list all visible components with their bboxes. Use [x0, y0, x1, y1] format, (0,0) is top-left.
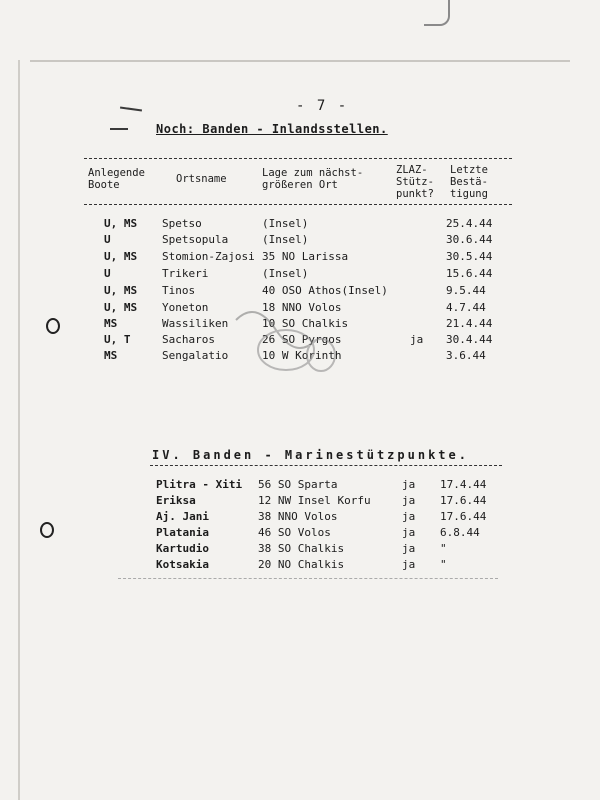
cell-ortsname: Yoneton: [162, 301, 209, 314]
header-rule-bottom: [84, 204, 512, 205]
cell-lage: 56 SO Sparta: [258, 478, 338, 491]
cell-ortsname: Kotsakia: [156, 558, 209, 571]
table-row: [0, 233, 600, 249]
table-row: [0, 217, 600, 233]
cell-datum: 21.4.44: [446, 317, 493, 330]
cell-stuetzpunkt: ja: [402, 494, 416, 507]
header-rule-top: [84, 158, 512, 159]
cell-ortsname: Platania: [156, 526, 209, 539]
cell-boote: U: [104, 267, 111, 280]
cell-datum: 17.6.44: [440, 510, 487, 523]
header-bestaetigung: Letzte Bestä- tigung: [450, 164, 488, 200]
cell-ortsname: Stomion-Zajosi: [162, 250, 255, 263]
cell-lage: 40 OSO Athos(Insel): [262, 284, 388, 297]
cell-boote: MS: [104, 317, 118, 330]
corner-mark: [424, 0, 450, 26]
cell-boote: MS: [104, 349, 118, 362]
cell-datum: 9.5.44: [446, 284, 486, 297]
cell-lage: 18 NNO Volos: [262, 301, 342, 314]
faded-stamp: [226, 300, 349, 380]
cell-ortsname: Kartudio: [156, 542, 209, 555]
cell-stuetzpunkt: ja: [402, 526, 416, 539]
header-boote: Anlegende Boote: [88, 167, 145, 191]
cell-lage: 26 SO Pyrgos: [262, 333, 342, 346]
cell-stuetzpunkt: ja: [402, 558, 416, 571]
cell-ortsname: Eriksa: [156, 494, 196, 507]
page-number: - 7 -: [296, 98, 349, 114]
cell-lage: 20 NO Chalkis: [258, 558, 345, 571]
header-lage: Lage zum nächst- größeren Ort: [262, 167, 364, 191]
bottom-rule: [118, 578, 498, 579]
cell-ortsname: Tinos: [162, 284, 196, 297]
cell-stuetzpunkt: ja: [402, 510, 416, 523]
table-row: [0, 558, 600, 574]
cell-boote: U, MS: [104, 301, 138, 314]
cell-datum: 17.4.44: [440, 478, 487, 491]
cell-lage: 38 NNO Volos: [258, 510, 338, 523]
cell-datum: 30.6.44: [446, 233, 493, 246]
cell-lage: 35 NO Larissa: [262, 250, 349, 263]
section-title: Noch: Banden - Inlandsstellen.: [156, 122, 388, 136]
scan-edge: [18, 60, 20, 800]
table-row: [0, 526, 600, 542]
cell-lage: (Insel): [262, 233, 309, 246]
cell-lage: (Insel): [262, 217, 309, 230]
table-row: [0, 510, 600, 526]
cell-stuetzpunkt: ja: [402, 478, 416, 491]
cell-boote: U, MS: [104, 284, 138, 297]
cell-datum: ": [440, 542, 447, 555]
cell-lage: 38 SO Chalkis: [258, 542, 345, 555]
cell-ortsname: Spetsopula: [162, 233, 229, 246]
punch-hole-mark: [40, 522, 54, 538]
header-ortsname: Ortsname: [176, 173, 227, 185]
cell-boote: U, MS: [104, 250, 138, 263]
cell-lage: 46 SO Volos: [258, 526, 331, 539]
table-row: [0, 494, 600, 510]
cell-boote: U, MS: [104, 217, 138, 230]
scan-edge: [30, 60, 570, 62]
cell-lage: 10 W Korinth: [262, 349, 342, 362]
cell-datum: 30.5.44: [446, 250, 493, 263]
cell-datum: ": [440, 558, 447, 571]
cell-datum: 25.4.44: [446, 217, 493, 230]
cell-ortsname: Sacharos: [162, 333, 215, 346]
cell-lage: 12 NW Insel Korfu: [258, 494, 371, 507]
table-row: [0, 542, 600, 558]
table-row: [0, 250, 600, 266]
cell-ortsname: Wassiliken: [162, 317, 229, 330]
cell-datum: 15.6.44: [446, 267, 493, 280]
punch-hole-mark: [46, 318, 60, 334]
cell-boote: U, T: [104, 333, 131, 346]
cell-datum: 17.6.44: [440, 494, 487, 507]
cell-stuetzpunkt: ja: [402, 542, 416, 555]
cell-datum: 4.7.44: [446, 301, 486, 314]
cell-lage: 10 SO Chalkis: [262, 317, 349, 330]
cell-ortsname: Sengalatio: [162, 349, 229, 362]
cell-datum: 30.4.44: [446, 333, 493, 346]
cell-lage: (Insel): [262, 267, 309, 280]
table-row: [0, 478, 600, 494]
table-row: [0, 284, 600, 300]
cell-datum: 6.8.44: [440, 526, 480, 539]
margin-dash: [120, 106, 142, 111]
header-stuetzpunkt: ZLAZ- Stütz- punkt?: [396, 164, 434, 200]
cell-ortsname: Aj. Jani: [156, 510, 209, 523]
section2-title: IV. Banden - Marinestützpunkte.: [152, 448, 469, 462]
section2-rule: [150, 465, 502, 466]
cell-datum: 3.6.44: [446, 349, 486, 362]
margin-dash: [110, 128, 128, 130]
cell-ortsname: Spetso: [162, 217, 202, 230]
cell-boote: U: [104, 233, 111, 246]
cell-ortsname: Plitra - Xiti: [156, 478, 243, 491]
cell-stuetzpunkt: ja: [410, 333, 424, 346]
cell-ortsname: Trikeri: [162, 267, 209, 280]
table-row: [0, 267, 600, 283]
